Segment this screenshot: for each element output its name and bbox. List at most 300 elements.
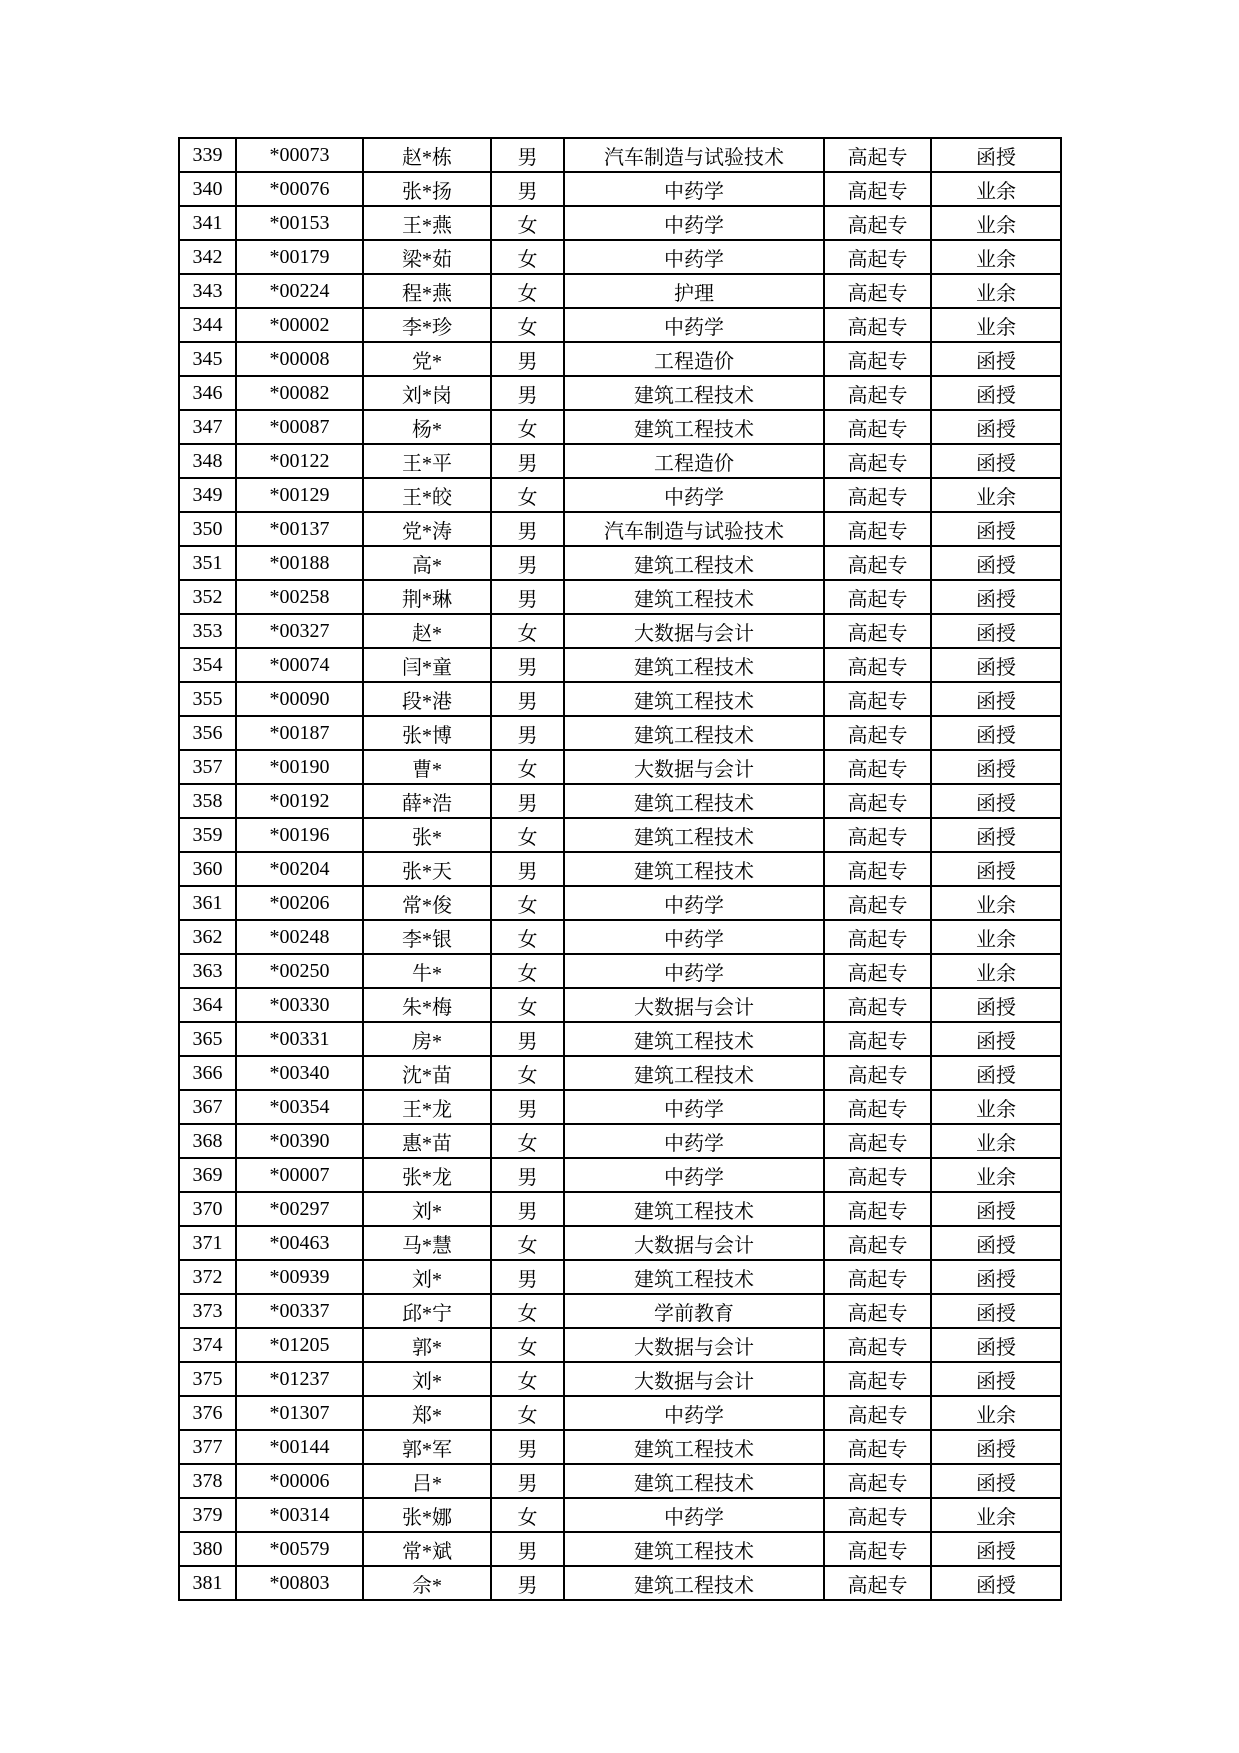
table-row [179,1056,1061,1090]
level-cell: 高起专 [824,206,931,240]
seq-cell: 372 [179,1260,236,1294]
table-row [179,1396,1061,1430]
study-form-cell: 业余 [931,478,1061,512]
candidate-id-cell: *00803 [236,1566,363,1600]
gender-cell: 男 [491,1158,564,1192]
gender-cell: 女 [491,206,564,240]
name-cell: 王*平 [363,444,491,478]
candidate-id-cell: *00314 [236,1498,363,1532]
seq-cell: 343 [179,274,236,308]
name-cell: 吕* [363,1464,491,1498]
major-cell: 建筑工程技术 [564,580,824,614]
student-roster-table [178,137,1062,1601]
candidate-id-cell: *00073 [236,138,363,172]
table-row [179,376,1061,410]
seq-cell: 367 [179,1090,236,1124]
major-cell: 建筑工程技术 [564,1056,824,1090]
name-cell: 佘* [363,1566,491,1600]
study-form-cell: 函授 [931,410,1061,444]
name-cell: 王*皎 [363,478,491,512]
study-form-cell: 函授 [931,1192,1061,1226]
study-form-cell: 函授 [931,1566,1061,1600]
major-cell: 大数据与会计 [564,1226,824,1260]
level-cell: 高起专 [824,716,931,750]
name-cell: 李*珍 [363,308,491,342]
table-row [179,750,1061,784]
study-form-cell: 函授 [931,1532,1061,1566]
seq-cell: 340 [179,172,236,206]
table-row [179,512,1061,546]
level-cell: 高起专 [824,240,931,274]
study-form-cell: 业余 [931,206,1061,240]
table-row [179,716,1061,750]
level-cell: 高起专 [824,1022,931,1056]
level-cell: 高起专 [824,784,931,818]
seq-cell: 368 [179,1124,236,1158]
table-row [179,546,1061,580]
table-row [179,444,1061,478]
name-cell: 荆*琳 [363,580,491,614]
major-cell: 建筑工程技术 [564,410,824,444]
gender-cell: 男 [491,376,564,410]
gender-cell: 男 [491,716,564,750]
table-row [179,172,1061,206]
level-cell: 高起专 [824,512,931,546]
major-cell: 建筑工程技术 [564,682,824,716]
candidate-id-cell: *00137 [236,512,363,546]
major-cell: 中药学 [564,240,824,274]
table-row [179,1566,1061,1600]
candidate-id-cell: *00939 [236,1260,363,1294]
major-cell: 中药学 [564,1090,824,1124]
gender-cell: 男 [491,1260,564,1294]
gender-cell: 女 [491,1056,564,1090]
major-cell: 建筑工程技术 [564,1532,824,1566]
level-cell: 高起专 [824,750,931,784]
table-row [179,1158,1061,1192]
level-cell: 高起专 [824,852,931,886]
level-cell: 高起专 [824,546,931,580]
major-cell: 汽车制造与试验技术 [564,138,824,172]
major-cell: 建筑工程技术 [564,784,824,818]
level-cell: 高起专 [824,580,931,614]
seq-cell: 355 [179,682,236,716]
candidate-id-cell: *00224 [236,274,363,308]
level-cell: 高起专 [824,1294,931,1328]
seq-cell: 346 [179,376,236,410]
table-row [179,410,1061,444]
candidate-id-cell: *00144 [236,1430,363,1464]
study-form-cell: 函授 [931,852,1061,886]
level-cell: 高起专 [824,954,931,988]
seq-cell: 379 [179,1498,236,1532]
table-row [179,138,1061,172]
table-row [179,1498,1061,1532]
major-cell: 汽车制造与试验技术 [564,512,824,546]
gender-cell: 女 [491,410,564,444]
level-cell: 高起专 [824,376,931,410]
name-cell: 王*龙 [363,1090,491,1124]
table-row [179,648,1061,682]
study-form-cell: 函授 [931,614,1061,648]
level-cell: 高起专 [824,682,931,716]
seq-cell: 358 [179,784,236,818]
seq-cell: 364 [179,988,236,1022]
seq-cell: 360 [179,852,236,886]
seq-cell: 370 [179,1192,236,1226]
candidate-id-cell: *00190 [236,750,363,784]
gender-cell: 女 [491,478,564,512]
gender-cell: 女 [491,1498,564,1532]
name-cell: 张*博 [363,716,491,750]
name-cell: 李*银 [363,920,491,954]
major-cell: 建筑工程技术 [564,716,824,750]
seq-cell: 341 [179,206,236,240]
level-cell: 高起专 [824,138,931,172]
name-cell: 刘* [363,1362,491,1396]
candidate-id-cell: *00206 [236,886,363,920]
seq-cell: 359 [179,818,236,852]
gender-cell: 男 [491,546,564,580]
level-cell: 高起专 [824,342,931,376]
study-form-cell: 业余 [931,1090,1061,1124]
name-cell: 闫*童 [363,648,491,682]
study-form-cell: 函授 [931,444,1061,478]
study-form-cell: 函授 [931,716,1061,750]
study-form-cell: 函授 [931,580,1061,614]
name-cell: 常*俊 [363,886,491,920]
table-row [179,1362,1061,1396]
gender-cell: 男 [491,852,564,886]
candidate-id-cell: *00007 [236,1158,363,1192]
major-cell: 护理 [564,274,824,308]
seq-cell: 350 [179,512,236,546]
seq-cell: 356 [179,716,236,750]
study-form-cell: 业余 [931,274,1061,308]
gender-cell: 男 [491,444,564,478]
table-row [179,852,1061,886]
level-cell: 高起专 [824,308,931,342]
candidate-id-cell: *00074 [236,648,363,682]
level-cell: 高起专 [824,920,931,954]
candidate-id-cell: *00258 [236,580,363,614]
major-cell: 建筑工程技术 [564,376,824,410]
level-cell: 高起专 [824,1498,931,1532]
major-cell: 建筑工程技术 [564,818,824,852]
study-form-cell: 函授 [931,1056,1061,1090]
major-cell: 中药学 [564,1498,824,1532]
major-cell: 大数据与会计 [564,988,824,1022]
table-row [179,342,1061,376]
name-cell: 高* [363,546,491,580]
seq-cell: 365 [179,1022,236,1056]
candidate-id-cell: *01307 [236,1396,363,1430]
seq-cell: 357 [179,750,236,784]
name-cell: 曹* [363,750,491,784]
table-row [179,988,1061,1022]
study-form-cell: 业余 [931,308,1061,342]
candidate-id-cell: *00579 [236,1532,363,1566]
table-row [179,206,1061,240]
gender-cell: 男 [491,1090,564,1124]
gender-cell: 男 [491,1430,564,1464]
gender-cell: 女 [491,1396,564,1430]
gender-cell: 女 [491,1226,564,1260]
table-row [179,1260,1061,1294]
table-row [179,1464,1061,1498]
candidate-id-cell: *00250 [236,954,363,988]
name-cell: 郭*军 [363,1430,491,1464]
gender-cell: 女 [491,1362,564,1396]
level-cell: 高起专 [824,1532,931,1566]
seq-cell: 347 [179,410,236,444]
level-cell: 高起专 [824,1430,931,1464]
name-cell: 牛* [363,954,491,988]
candidate-id-cell: *00330 [236,988,363,1022]
level-cell: 高起专 [824,1328,931,1362]
table-row [179,1532,1061,1566]
candidate-id-cell: *00179 [236,240,363,274]
study-form-cell: 业余 [931,920,1061,954]
gender-cell: 女 [491,274,564,308]
major-cell: 大数据与会计 [564,1328,824,1362]
candidate-id-cell: *00297 [236,1192,363,1226]
gender-cell: 男 [491,1566,564,1600]
level-cell: 高起专 [824,1396,931,1430]
study-form-cell: 函授 [931,1294,1061,1328]
major-cell: 建筑工程技术 [564,1566,824,1600]
table-row [179,240,1061,274]
seq-cell: 371 [179,1226,236,1260]
study-form-cell: 函授 [931,512,1061,546]
seq-cell: 369 [179,1158,236,1192]
major-cell: 中药学 [564,172,824,206]
study-form-cell: 函授 [931,682,1061,716]
major-cell: 建筑工程技术 [564,1464,824,1498]
study-form-cell: 函授 [931,1260,1061,1294]
major-cell: 工程造价 [564,444,824,478]
gender-cell: 女 [491,240,564,274]
level-cell: 高起专 [824,274,931,308]
candidate-id-cell: *00354 [236,1090,363,1124]
candidate-id-cell: *01237 [236,1362,363,1396]
candidate-id-cell: *00463 [236,1226,363,1260]
major-cell: 建筑工程技术 [564,1022,824,1056]
table-row [179,1430,1061,1464]
name-cell: 张*天 [363,852,491,886]
name-cell: 张* [363,818,491,852]
roster-body [179,138,1061,1600]
name-cell: 段*港 [363,682,491,716]
name-cell: 刘* [363,1260,491,1294]
major-cell: 学前教育 [564,1294,824,1328]
name-cell: 刘* [363,1192,491,1226]
table-row [179,1328,1061,1362]
candidate-id-cell: *00196 [236,818,363,852]
level-cell: 高起专 [824,818,931,852]
candidate-id-cell: *00331 [236,1022,363,1056]
study-form-cell: 函授 [931,1022,1061,1056]
table-row [179,1192,1061,1226]
seq-cell: 342 [179,240,236,274]
table-row [179,1226,1061,1260]
candidate-id-cell: *00002 [236,308,363,342]
study-form-cell: 函授 [931,376,1061,410]
seq-cell: 348 [179,444,236,478]
seq-cell: 345 [179,342,236,376]
level-cell: 高起专 [824,1192,931,1226]
gender-cell: 男 [491,342,564,376]
seq-cell: 363 [179,954,236,988]
major-cell: 中药学 [564,1124,824,1158]
table-row [179,1022,1061,1056]
major-cell: 建筑工程技术 [564,852,824,886]
level-cell: 高起专 [824,1090,931,1124]
level-cell: 高起专 [824,444,931,478]
gender-cell: 女 [491,1294,564,1328]
seq-cell: 351 [179,546,236,580]
major-cell: 建筑工程技术 [564,648,824,682]
candidate-id-cell: *00090 [236,682,363,716]
level-cell: 高起专 [824,1566,931,1600]
level-cell: 高起专 [824,988,931,1022]
major-cell: 中药学 [564,308,824,342]
name-cell: 赵*栋 [363,138,491,172]
level-cell: 高起专 [824,1260,931,1294]
gender-cell: 女 [491,988,564,1022]
study-form-cell: 业余 [931,1158,1061,1192]
gender-cell: 男 [491,580,564,614]
name-cell: 杨* [363,410,491,444]
table-row [179,308,1061,342]
candidate-id-cell: *00129 [236,478,363,512]
seq-cell: 354 [179,648,236,682]
table-row [179,784,1061,818]
candidate-id-cell: *00204 [236,852,363,886]
major-cell: 大数据与会计 [564,750,824,784]
major-cell: 工程造价 [564,342,824,376]
study-form-cell: 业余 [931,1498,1061,1532]
candidate-id-cell: *00248 [236,920,363,954]
major-cell: 建筑工程技术 [564,1260,824,1294]
name-cell: 郑* [363,1396,491,1430]
level-cell: 高起专 [824,1226,931,1260]
candidate-id-cell: *00327 [236,614,363,648]
study-form-cell: 函授 [931,546,1061,580]
table-row [179,920,1061,954]
name-cell: 马*慧 [363,1226,491,1260]
candidate-id-cell: *00337 [236,1294,363,1328]
seq-cell: 361 [179,886,236,920]
name-cell: 郭* [363,1328,491,1362]
candidate-id-cell: *01205 [236,1328,363,1362]
seq-cell: 352 [179,580,236,614]
candidate-id-cell: *00076 [236,172,363,206]
major-cell: 中药学 [564,206,824,240]
gender-cell: 女 [491,1124,564,1158]
study-form-cell: 业余 [931,1124,1061,1158]
level-cell: 高起专 [824,886,931,920]
gender-cell: 女 [491,886,564,920]
table-row [179,1294,1061,1328]
gender-cell: 女 [491,1328,564,1362]
name-cell: 邱*宁 [363,1294,491,1328]
table-row [179,954,1061,988]
candidate-id-cell: *00122 [236,444,363,478]
gender-cell: 男 [491,512,564,546]
gender-cell: 女 [491,818,564,852]
table-row [179,818,1061,852]
level-cell: 高起专 [824,478,931,512]
name-cell: 赵* [363,614,491,648]
gender-cell: 男 [491,1192,564,1226]
candidate-id-cell: *00087 [236,410,363,444]
seq-cell: 349 [179,478,236,512]
seq-cell: 373 [179,1294,236,1328]
major-cell: 大数据与会计 [564,614,824,648]
candidate-id-cell: *00192 [236,784,363,818]
gender-cell: 男 [491,784,564,818]
study-form-cell: 函授 [931,342,1061,376]
major-cell: 中药学 [564,954,824,988]
table-row [179,614,1061,648]
level-cell: 高起专 [824,648,931,682]
table-row [179,580,1061,614]
seq-cell: 381 [179,1566,236,1600]
name-cell: 薛*浩 [363,784,491,818]
major-cell: 建筑工程技术 [564,1430,824,1464]
name-cell: 张*扬 [363,172,491,206]
gender-cell: 男 [491,1022,564,1056]
gender-cell: 男 [491,648,564,682]
seq-cell: 344 [179,308,236,342]
major-cell: 中药学 [564,1158,824,1192]
major-cell: 中药学 [564,478,824,512]
major-cell: 中药学 [564,1396,824,1430]
gender-cell: 女 [491,614,564,648]
candidate-id-cell: *00188 [236,546,363,580]
level-cell: 高起专 [824,1158,931,1192]
major-cell: 建筑工程技术 [564,546,824,580]
gender-cell: 女 [491,308,564,342]
name-cell: 程*燕 [363,274,491,308]
seq-cell: 366 [179,1056,236,1090]
study-form-cell: 业余 [931,172,1061,206]
major-cell: 中药学 [564,886,824,920]
candidate-id-cell: *00187 [236,716,363,750]
table-row [179,886,1061,920]
study-form-cell: 函授 [931,1226,1061,1260]
study-form-cell: 函授 [931,818,1061,852]
major-cell: 中药学 [564,920,824,954]
name-cell: 党* [363,342,491,376]
candidate-id-cell: *00008 [236,342,363,376]
candidate-id-cell: *00082 [236,376,363,410]
name-cell: 刘*岗 [363,376,491,410]
name-cell: 常*斌 [363,1532,491,1566]
study-form-cell: 函授 [931,784,1061,818]
gender-cell: 男 [491,1464,564,1498]
name-cell: 沈*苗 [363,1056,491,1090]
name-cell: 朱*梅 [363,988,491,1022]
study-form-cell: 函授 [931,988,1061,1022]
gender-cell: 女 [491,920,564,954]
gender-cell: 男 [491,1532,564,1566]
study-form-cell: 业余 [931,1396,1061,1430]
study-form-cell: 函授 [931,648,1061,682]
study-form-cell: 函授 [931,1362,1061,1396]
gender-cell: 女 [491,954,564,988]
